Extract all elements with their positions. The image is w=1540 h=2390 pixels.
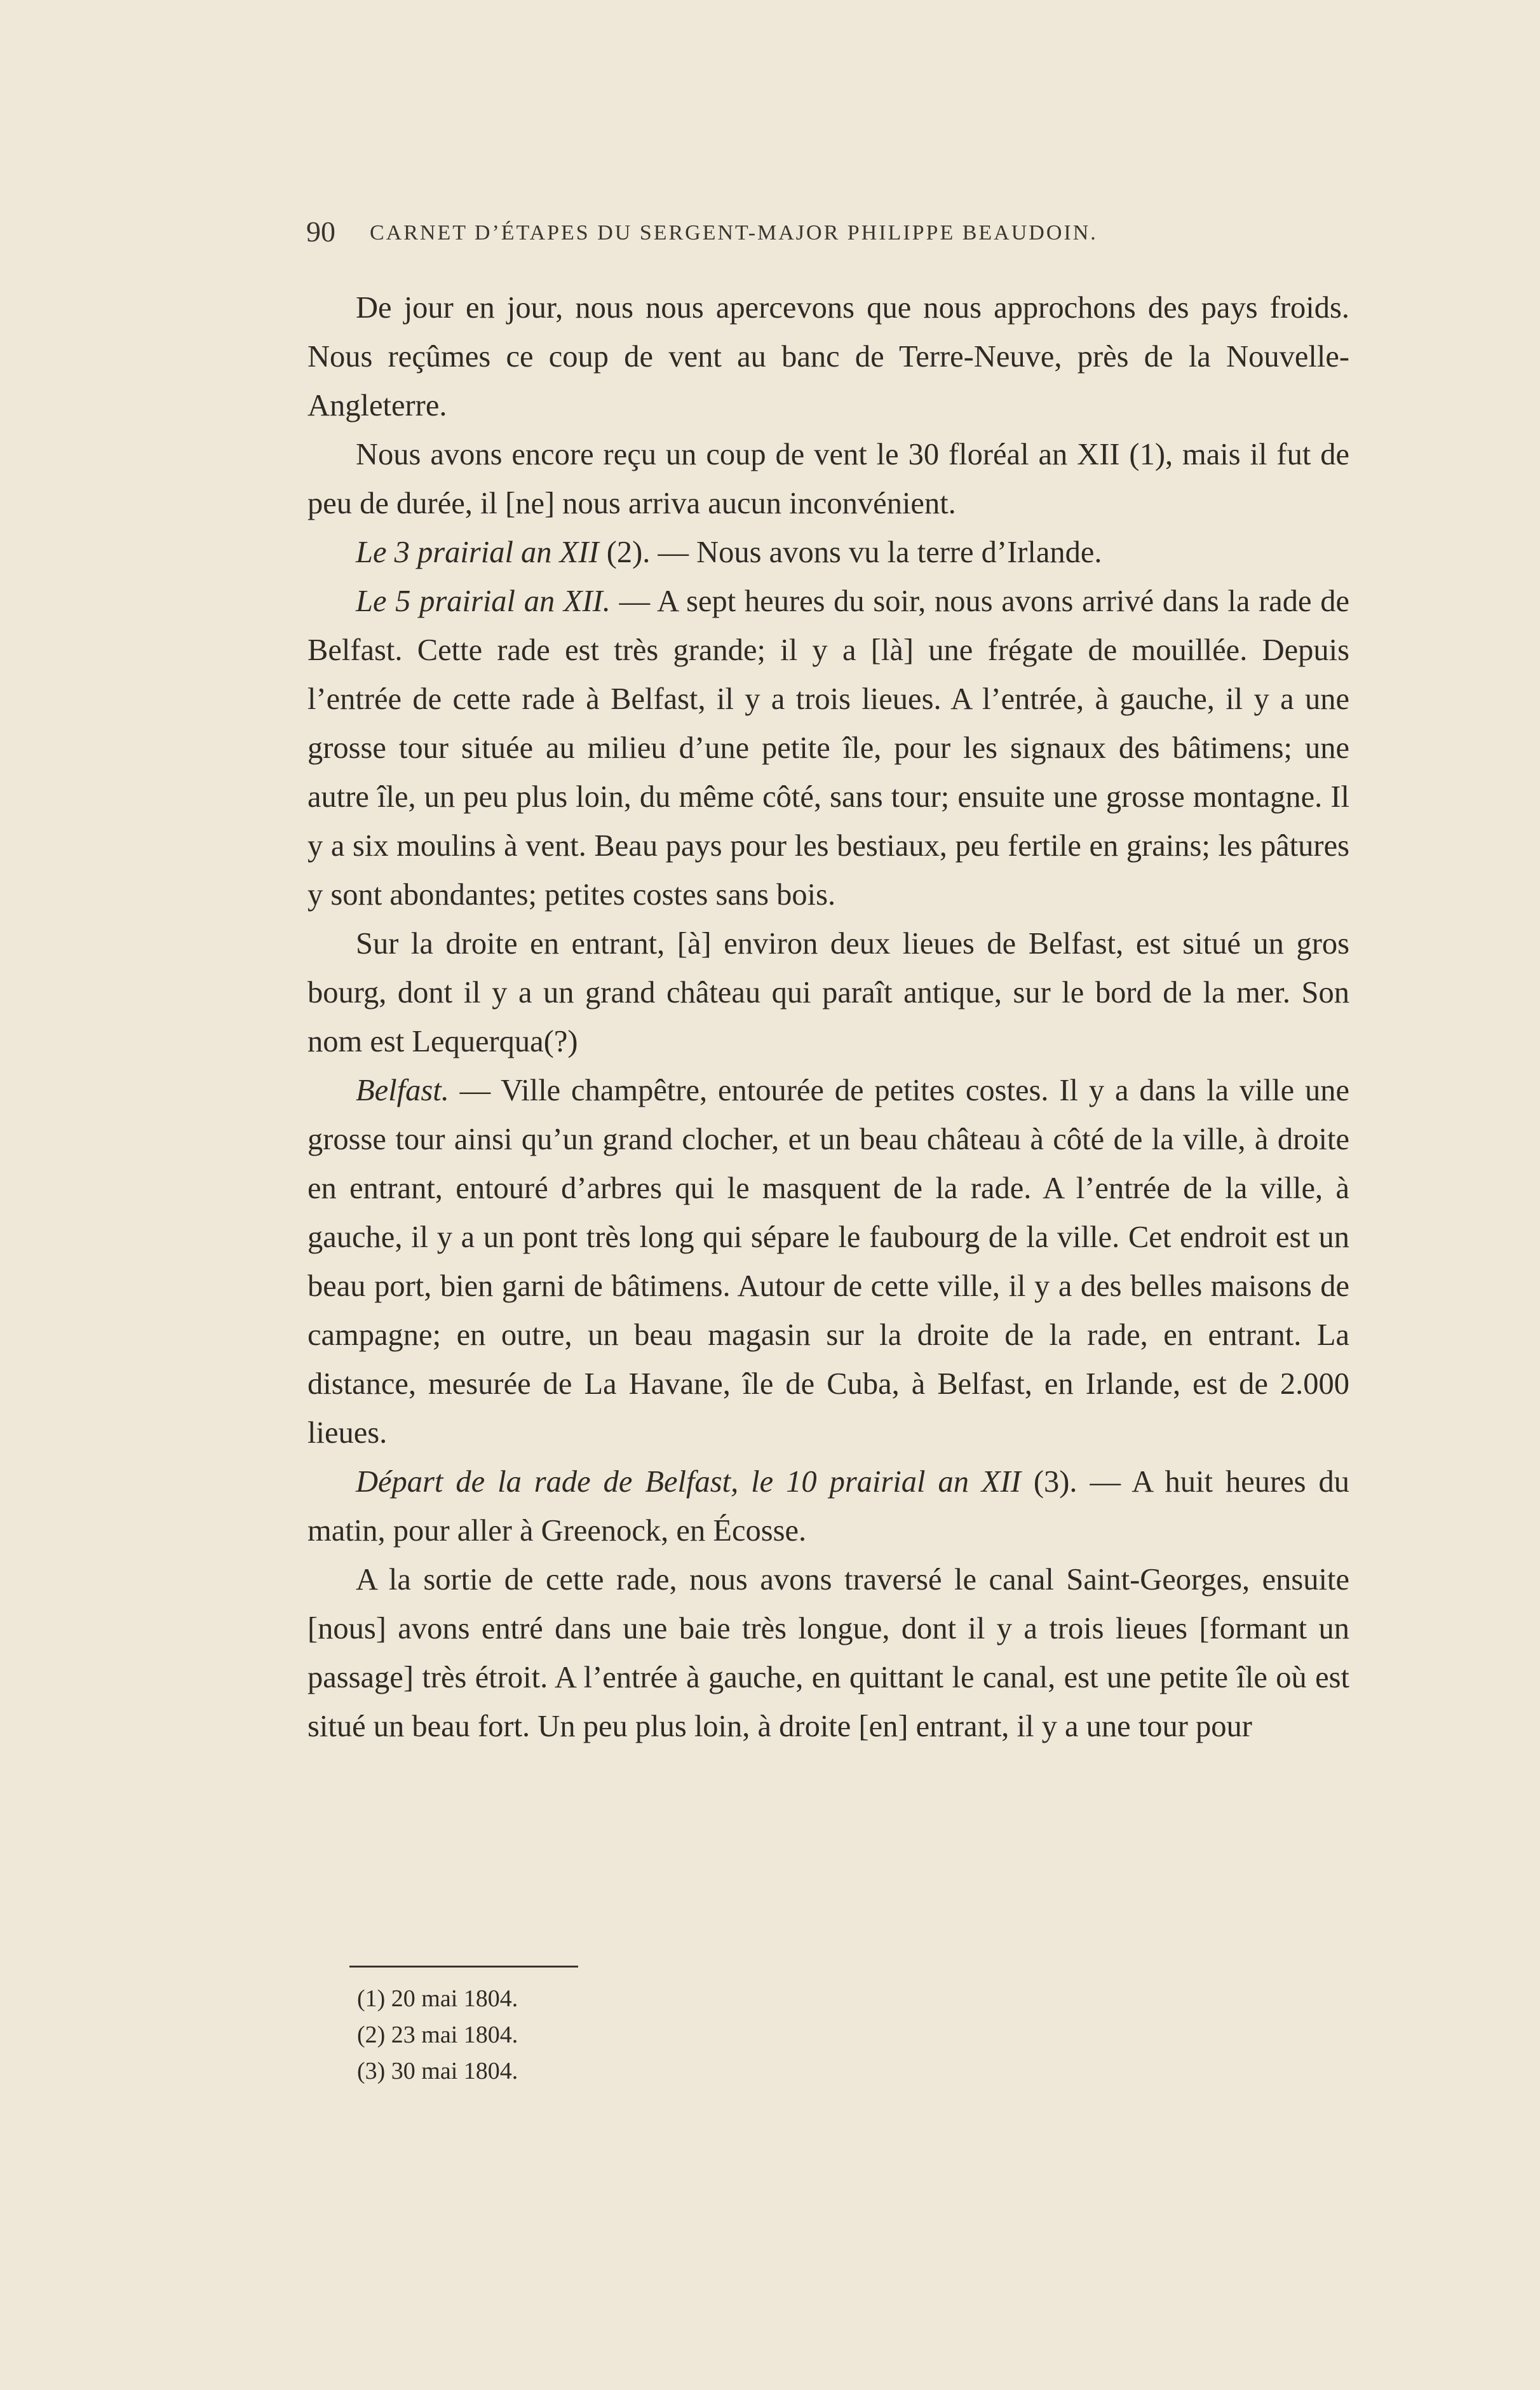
- paragraph: [307, 430, 1349, 528]
- paragraph: [307, 1555, 1349, 1751]
- italic-run: Le 3 prairial an XII: [356, 536, 599, 569]
- paragraph: [307, 919, 1349, 1066]
- text-run: A la sortie de cette rade, nous avons traversé le canal Saint-Georges, ensuite [nous] avons entré dans une baie très longue, dont il y a trois lieues [formant un passage] très étroit. A l’entrée à gauche, en quittant le canal, est une petite île où est situé un beau fort. Un peu plus loin, à droite [en] entrant, il y a une tour pour: [307, 1563, 1349, 1743]
- paragraph: [307, 283, 1349, 430]
- paragraph: [307, 1066, 1349, 1457]
- text-run: Sur la droite en entrant, [à] environ deux lieues de Belfast, est situé un gros bourg, dont il y a un grand château qui paraît antique, sur le bord de la mer. Son nom est Lequerqua(?): [307, 927, 1349, 1058]
- text-run: Nous avons encore reçu un coup de vent le 30 floréal an XII (1), mais il fut de peu de durée, il [ne] nous arriva aucun inconvénient.: [307, 438, 1349, 520]
- italic-run: Belfast.: [356, 1074, 449, 1107]
- text-run: (3). — A huit heures du matin, pour aller à Greenock, en Écosse.: [307, 1465, 1349, 1548]
- italic-run: Départ de la rade de Belfast, le 10 prairial an XII: [356, 1465, 1021, 1499]
- page-header: [306, 215, 1272, 253]
- footnote-divider: [349, 1966, 578, 1968]
- text-run: — A sept heures du soir, nous avons arrivé dans la rade de Belfast. Cette rade est très grande; il y a [là] une frégate de mouillée. Depuis l’entrée de cette rade à Belfast, il y a trois lieues. A l’entrée, à gauche, il y a une grosse tour située au milieu d’une petite île, pour les signaux des bâtimens; une autre île, un peu plus loin, du même côté, sans tour; ensuite une grosse montagne. Il y a six moulins à vent. Beau pays pour les bestiaux, peu fertile en grains; les pâtures y sont abondantes; petites costes sans bois.: [307, 584, 1349, 912]
- running-title: CARNET D’ÉTAPES DU SERGENT-MAJOR PHILIPPE BEAUDOIN.: [370, 221, 1098, 245]
- paragraph: [307, 1457, 1349, 1555]
- paragraph: [307, 577, 1349, 919]
- paragraph: [307, 528, 1349, 577]
- text-run: — Ville champêtre, entourée de petites costes. Il y a dans la ville une grosse tour ainsi qu’un grand clocher, et un beau château à côté de la ville, à droite en entrant, entouré d’arbres qui le masquent de la rade. A l’entrée de la ville, à gauche, il y a un pont très long qui sépare le faubourg de la ville. Cet endroit est un beau port, bien garni de bâtimens. Autour de cette ville, il y a des belles maisons de campagne; en outre, un beau magasin sur la droite de la rade, en entrant. La distance, mesurée de La Havane, île de Cuba, à Belfast, en Irlande, est de 2.000 lieues.: [307, 1074, 1349, 1450]
- text-run: De jour en jour, nous nous apercevons que nous approchons des pays froids. Nous reçûmes ce coup de vent au banc de Terre-Neuve, près de la Nouvelle-Angleterre.: [307, 291, 1349, 422]
- italic-run: Le 5 prairial an XII.: [356, 584, 611, 618]
- footnote-3: (3) 30 mai 1804.: [357, 2058, 518, 2084]
- body-text: [307, 283, 1349, 1751]
- footnotes: [357, 1981, 518, 2090]
- page-number: 90: [306, 215, 335, 248]
- footnote-2: (2) 23 mai 1804.: [357, 2022, 518, 2048]
- footnote-1: (1) 20 mai 1804.: [357, 1985, 518, 2012]
- text-run: (2). — Nous avons vu la terre d’Irlande.: [598, 536, 1102, 569]
